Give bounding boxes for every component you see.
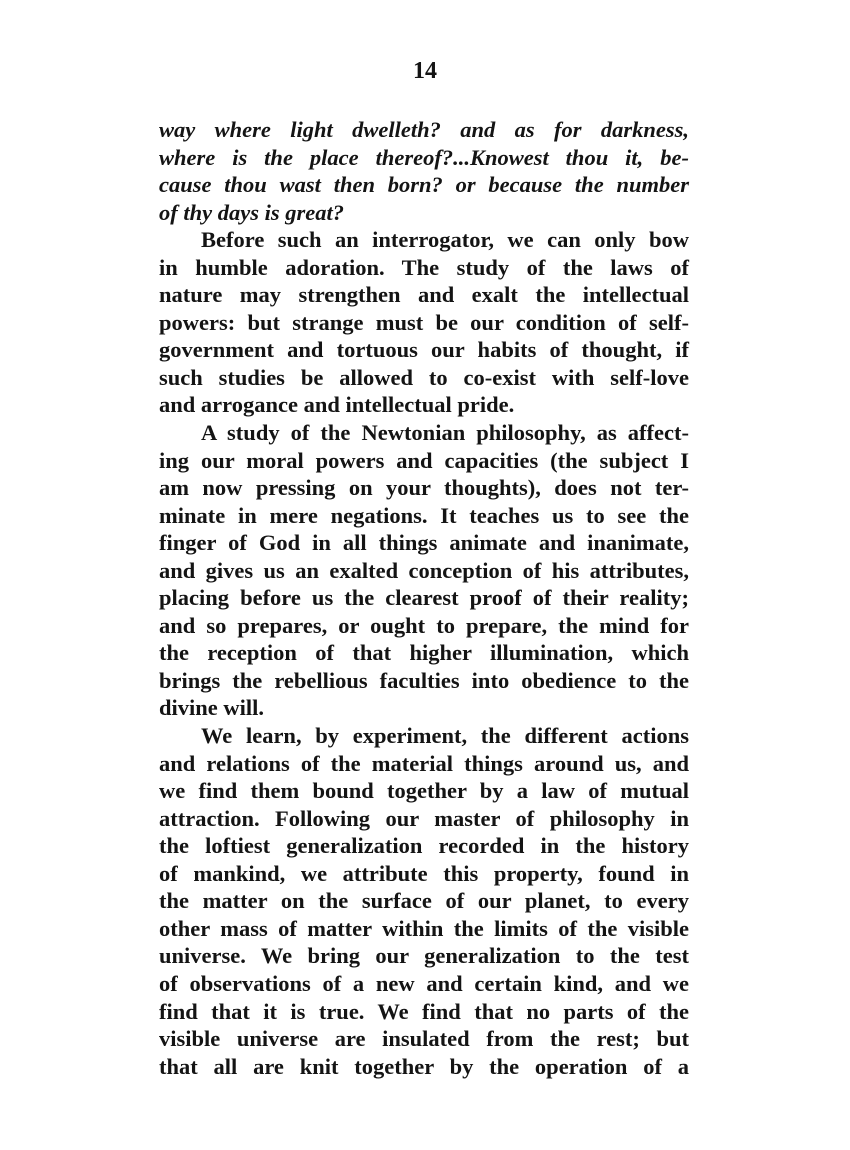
text-line: way where light dwelleth? and as for darkness, [159,117,689,142]
text-line: cause thou wast then born? or because the number [159,172,689,198]
text-line: such studies be allowed to co-exist with self-love [159,364,689,390]
text-line: and gives us an exalted conception of his attributes, [159,557,689,583]
text-line: divine will. [159,695,265,721]
text-line: find that it is true. We find that no parts of the [159,998,689,1024]
text-line: the loftiest generalization recorded in the history [159,833,689,859]
paragraph-first-line: A study of the Newtonian philosophy, as affect- [201,420,689,446]
text-line: and so prepares, or ought to prepare, the mind for [159,612,689,638]
text-line: ing our moral powers and capacities (the subject I [159,447,689,473]
text-line: powers: but strange must be our condition of self- [159,309,689,335]
paragraph-first-line: We learn, by experiment, the different actions [201,723,689,749]
text-line: other mass of matter within the limits of the visible [159,915,689,941]
text-line: the matter on the surface of our planet, to every [159,888,689,914]
text-line: universe. We bring our generalization to the test [159,943,689,969]
page-number: 14 [413,58,437,84]
text-line: minate in mere negations. It teaches us to see the [159,502,689,528]
text-line: government and tortuous our habits of thought, if [159,337,689,363]
text-line: brings the rebellious faculties into obedience to the [159,667,689,693]
text-line: attraction. Following our master of philosophy in [159,805,689,831]
text-line: in humble adoration. The study of the laws of [159,254,689,280]
text-line: am now pressing on your thoughts), does not ter- [159,475,689,501]
text-line: where is the place thereof?...Knowest thou it, be- [159,144,689,170]
text-line: placing before us the clearest proof of their reality; [159,585,689,611]
text-line: nature may strengthen and exalt the intellectual [159,282,689,308]
paragraph-first-line: Before such an interrogator, we can only bow [201,227,689,253]
body-text [159,116,689,1080]
text-line: visible universe are insulated from the rest; but [159,1026,689,1052]
text-line: that all are knit together by the operation of a [159,1053,689,1079]
text-line: of observations of a new and certain kind, and we [159,970,689,996]
text-line: we find them bound together by a law of mutual [159,778,689,804]
text-line: and arrogance and intellectual pride. [159,392,515,418]
text-line: and relations of the material things around us, and [159,750,689,776]
text-line: of thy days is great? [159,199,344,225]
text-line: of mankind, we attribute this property, found in [159,860,689,886]
text-line: the reception of that higher illumination, which [159,640,689,666]
text-line: finger of God in all things animate and inanimate, [159,530,689,556]
